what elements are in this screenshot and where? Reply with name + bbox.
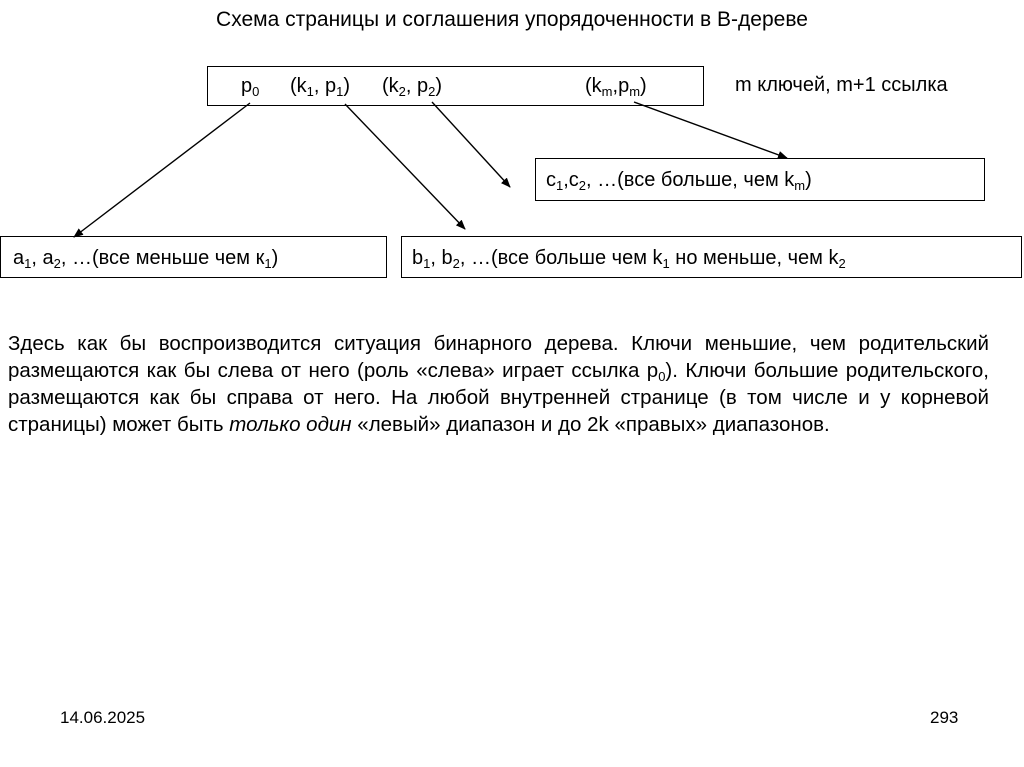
- emphasis-text: только один: [229, 413, 352, 436]
- range-a-text: $a_1$, $a_2$, …(все меньше чем $к_1$): [13, 247, 279, 271]
- page-node-box: [207, 66, 704, 106]
- arrow-pm-to-c: [634, 102, 787, 158]
- range-box-b: [401, 236, 1022, 278]
- arrow-p1-to-b: [345, 104, 465, 229]
- arrow-p2-to-c: [432, 102, 510, 187]
- slide-number: 293: [930, 708, 959, 727]
- key-pair-1: ($k_1$, $p_1$): [290, 75, 351, 99]
- explanation-paragraph: Здесь как бы воспроизводится ситуация бинарного дерева. Ключи меньшие, чем родительский размещаются как бы слева от него (роль «слева» играет ссылка $p_0$). Ключи большие родительского, размещаются как бы справа от него. На любой внутренней странице (в том числе и у корневой страницы) может быть только один «левый» диапазон и до 2k «правых» диапазонов.: [8, 332, 990, 436]
- slide-date: 14.06.2025: [60, 708, 146, 727]
- pointer-p0: $p_0$: [241, 75, 260, 99]
- range-b-text: $b_1$, $b_2$, …(все больше чем $k_1$ но меньше, чем $k_2$: [412, 247, 846, 271]
- key-pair-2: ($k_2$, $p_2$): [382, 75, 443, 99]
- arrow-p0-to-a: [74, 103, 250, 237]
- key-pair-m: $(k_m,p_m)$: [585, 75, 647, 99]
- slide-title: Схема страницы и соглашения упорядоченности в B-дереве: [216, 8, 808, 31]
- keys-count-note: m ключей, m+1 ссылка: [735, 74, 948, 96]
- range-box-a: [0, 236, 387, 278]
- range-c-text: $c_1,c_2$, …(все больше, чем $k_m$): [546, 169, 812, 193]
- range-box-c: [535, 158, 985, 201]
